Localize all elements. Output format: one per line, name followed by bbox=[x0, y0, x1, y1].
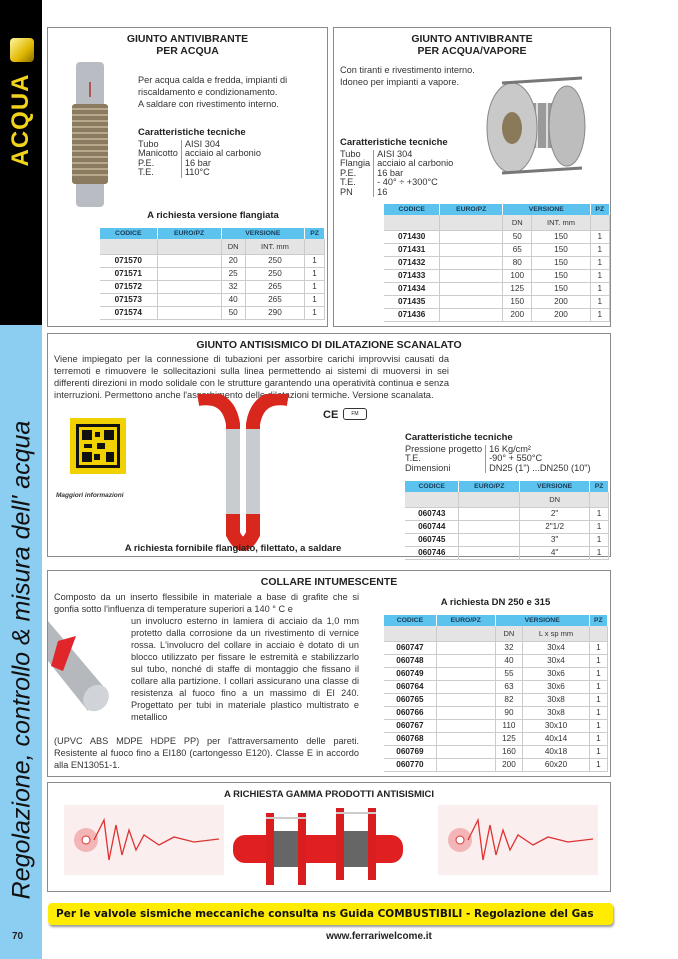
table-row bbox=[100, 254, 325, 267]
table-cell: 1 bbox=[589, 745, 607, 758]
table-cell: 1 bbox=[590, 256, 609, 269]
table-cell: 1 bbox=[305, 254, 325, 267]
table-caption: A richiesta fornibile flangiato, filettato, a saldare bbox=[124, 543, 342, 554]
table-row bbox=[384, 654, 608, 667]
table-caption: A richiesta versione flangiata bbox=[147, 210, 279, 221]
cube-icon bbox=[10, 38, 34, 62]
product-code: 071436 bbox=[384, 308, 440, 321]
product-code: 071435 bbox=[384, 295, 440, 308]
antiseismic-range-box bbox=[47, 782, 611, 892]
product-code: 060744 bbox=[405, 520, 459, 533]
tech-specs: Caratteristiche tecniche Tubo AISI 304 Manicotto acciaio al carbonio P.E. 16 bar T.E. 110°C bbox=[138, 128, 264, 178]
qr-caption: Maggiori informazioni bbox=[56, 492, 124, 499]
product-description: Viene impiegato per la connessione di tubazioni per assorbire carichi improvvisi causati da terremoti e rimuovere le sollecitazioni sulla linea permettendo ai sistemi di muoversi in sei differenti direzioni in modo solidale con le strutture garantendo una operatività continua e senza interruzioni. Permettono anche l'assorbimento delle dilatazioni termiche. Versione scanalata. bbox=[54, 354, 449, 400]
product-box-antivibrante-acqua bbox=[47, 27, 328, 327]
table-cell: 30x8 bbox=[523, 706, 589, 719]
table-row bbox=[100, 267, 325, 280]
table-cell: 55 bbox=[495, 667, 523, 680]
gas-guide-banner: Per le valvole sismiche meccaniche consulta ns Guida COMBUSTIBILI - Regolazione del Gas bbox=[48, 903, 613, 925]
table-cell: 200 bbox=[495, 758, 523, 771]
table-cell: 30x10 bbox=[523, 719, 589, 732]
product-box-collare bbox=[47, 570, 611, 777]
column-header: EURO/PZ bbox=[459, 481, 520, 492]
table-cell: 65 bbox=[503, 243, 532, 256]
table-cell bbox=[440, 308, 503, 321]
table-cell bbox=[436, 758, 495, 771]
table-cell: 60x20 bbox=[523, 758, 589, 771]
table-cell: 1 bbox=[590, 308, 609, 321]
table-cell: 150 bbox=[532, 243, 590, 256]
ce-mark: CE bbox=[323, 409, 339, 421]
product-title: GIUNTO ANTIVIBRANTE PER ACQUA/VAPORE bbox=[411, 33, 533, 57]
table-subheader-row bbox=[405, 492, 609, 507]
table-cell: 1 bbox=[590, 269, 609, 282]
product-table bbox=[384, 615, 608, 772]
table-cell: 1 bbox=[590, 507, 609, 520]
table-cell: 1 bbox=[589, 732, 607, 745]
table-cell bbox=[157, 254, 221, 267]
subheader-cell: DN bbox=[503, 215, 532, 230]
subheader-cell: DN bbox=[520, 492, 590, 507]
table-cell bbox=[436, 693, 495, 706]
table-subheader-row bbox=[384, 215, 610, 230]
product-code: 060745 bbox=[405, 533, 459, 546]
table-cell: 40 bbox=[221, 293, 245, 306]
table-cell bbox=[436, 719, 495, 732]
table-row bbox=[384, 693, 608, 706]
product-code: 060770 bbox=[384, 758, 436, 771]
table-caption: A richiesta DN 250 e 315 bbox=[440, 597, 551, 608]
range-title: A RICHIESTA GAMMA PRODOTTI ANTISISMICI bbox=[223, 789, 435, 800]
product-code: 071573 bbox=[100, 293, 157, 306]
product-code: 060768 bbox=[384, 732, 436, 745]
product-table bbox=[384, 204, 610, 322]
table-row bbox=[100, 280, 325, 293]
footer-url[interactable]: www.ferrariwelcome.it bbox=[326, 931, 432, 942]
column-header: CODICE bbox=[384, 615, 436, 626]
table-cell: 32 bbox=[221, 280, 245, 293]
table-cell: 1 bbox=[590, 520, 609, 533]
table-cell: 160 bbox=[495, 745, 523, 758]
table-row bbox=[405, 507, 609, 520]
tech-specs: Caratteristiche tecniche Tubo AISI 304 Flangia acciaio al carbonio P.E. 16 bar T.E. - 40° ÷ +300°C PN 16 bbox=[340, 138, 456, 197]
column-header: VERSIONE bbox=[495, 615, 589, 626]
column-header: PZ bbox=[305, 228, 325, 239]
product-code: 060766 bbox=[384, 706, 436, 719]
table-cell: 1 bbox=[305, 280, 325, 293]
table-row bbox=[384, 732, 608, 745]
product-description: Per acqua calda e fredda, impianti di riscaldamento e condizionamento. A saldare con rivestimento interno. bbox=[138, 75, 288, 109]
table-cell: 2"1/2 bbox=[520, 520, 590, 533]
table-cell: 30x6 bbox=[523, 667, 589, 680]
table-cell: 1 bbox=[589, 758, 607, 771]
table-cell: 1 bbox=[589, 667, 607, 680]
category-label: Regolazione, controllo & misura dell' acqua bbox=[7, 420, 36, 900]
table-cell: 3" bbox=[520, 533, 590, 546]
table-subheader-row bbox=[384, 626, 608, 641]
table-cell: 1 bbox=[590, 243, 609, 256]
table-cell: 150 bbox=[503, 295, 532, 308]
bellows-pipe-image bbox=[70, 62, 110, 207]
table-cell: 30x4 bbox=[523, 654, 589, 667]
table-header-row bbox=[405, 481, 609, 492]
table-row bbox=[384, 706, 608, 719]
table-cell: 2" bbox=[520, 507, 590, 520]
table-cell bbox=[157, 267, 221, 280]
table-cell: 50 bbox=[221, 306, 245, 319]
table-cell: 1 bbox=[305, 306, 325, 319]
table-header-row bbox=[100, 228, 325, 239]
product-code: 060764 bbox=[384, 680, 436, 693]
table-header-row bbox=[384, 204, 610, 215]
section-label: ACQUA bbox=[7, 73, 34, 167]
table-header-row bbox=[384, 615, 608, 626]
product-table bbox=[405, 481, 609, 560]
product-code: 071432 bbox=[384, 256, 440, 269]
product-code: 060748 bbox=[384, 654, 436, 667]
table-cell: 30x4 bbox=[523, 641, 589, 654]
subheader-cell: L x sp mm bbox=[523, 626, 589, 641]
table-cell: 150 bbox=[532, 230, 590, 243]
product-box-antivibrante-vapore bbox=[333, 27, 611, 327]
table-cell bbox=[440, 295, 503, 308]
table-cell: 200 bbox=[503, 308, 532, 321]
table-row bbox=[100, 306, 325, 319]
product-code: 060765 bbox=[384, 693, 436, 706]
table-cell bbox=[440, 282, 503, 295]
product-description-mid: un involucro esterno in lamiera di acciaio da 1,0 mm protetto dalla corrosione da un rivestimento di vernice rossa. L'involucro del collare in acciaio è dotato di un blocco utilizzato per fissare le estremità e stabilizzarlo sul tubo, nonché di staffe di montaggio che fissano il collare alla partizione. I collari assicurano una classe di resistenza al fuoco fino a un massimo di EI 240. Progettato per tubi in materiale plastico multistrato e metallico bbox=[131, 616, 359, 722]
table-cell: 110 bbox=[495, 719, 523, 732]
column-header: EURO/PZ bbox=[157, 228, 221, 239]
table-cell: 125 bbox=[495, 732, 523, 745]
table-row bbox=[384, 758, 608, 771]
table-cell: 265 bbox=[245, 280, 304, 293]
product-code: 060743 bbox=[405, 507, 459, 520]
table-cell: 40x14 bbox=[523, 732, 589, 745]
column-header: EURO/PZ bbox=[436, 615, 495, 626]
table-cell: 1 bbox=[305, 293, 325, 306]
column-header: PZ bbox=[589, 615, 607, 626]
table-cell bbox=[436, 745, 495, 758]
table-cell bbox=[436, 667, 495, 680]
product-title: GIUNTO ANTISISMICO DI DILATAZIONE SCANALATO bbox=[196, 339, 462, 351]
grooved-joint-image bbox=[188, 394, 298, 554]
table-cell: 150 bbox=[532, 282, 590, 295]
table-row bbox=[384, 745, 608, 758]
table-cell: 50 bbox=[503, 230, 532, 243]
subheader-cell: DN bbox=[221, 239, 245, 254]
table-row bbox=[384, 295, 610, 308]
table-row bbox=[405, 546, 609, 559]
table-cell bbox=[157, 280, 221, 293]
product-code: 071430 bbox=[384, 230, 440, 243]
product-box-antisismico bbox=[47, 333, 611, 557]
table-row bbox=[384, 282, 610, 295]
table-cell: 82 bbox=[495, 693, 523, 706]
column-header: VERSIONE bbox=[503, 204, 591, 215]
table-cell: 40 bbox=[495, 654, 523, 667]
table-cell: 4" bbox=[520, 546, 590, 559]
table-cell: 1 bbox=[589, 719, 607, 732]
product-code: 060769 bbox=[384, 745, 436, 758]
table-cell: 1 bbox=[589, 654, 607, 667]
column-header: PZ bbox=[590, 481, 609, 492]
product-description-bottom: (UPVC ABS MDPE HDPE PP) per l'attraversamento delle pareti. Resistente al fuoco fino a EI180 (cartongesso E120). Classe E in accordo alla EN13051-1. bbox=[54, 736, 359, 770]
table-cell bbox=[440, 256, 503, 269]
product-code: 071574 bbox=[100, 306, 157, 319]
column-header: CODICE bbox=[100, 228, 157, 239]
table-cell: 1 bbox=[590, 533, 609, 546]
column-header: CODICE bbox=[384, 204, 440, 215]
product-code: 071572 bbox=[100, 280, 157, 293]
table-row bbox=[384, 641, 608, 654]
product-description: Con tiranti e rivestimento interno. Idoneo per impianti a vapore. bbox=[340, 65, 475, 87]
table-cell: 1 bbox=[590, 546, 609, 559]
table-cell: 100 bbox=[503, 269, 532, 282]
table-cell bbox=[436, 732, 495, 745]
table-cell bbox=[157, 306, 221, 319]
product-code: 071433 bbox=[384, 269, 440, 282]
table-cell: 30x8 bbox=[523, 693, 589, 706]
table-cell: 63 bbox=[495, 680, 523, 693]
table-cell: 250 bbox=[245, 254, 304, 267]
product-title: GIUNTO ANTIVIBRANTE PER ACQUA bbox=[126, 33, 249, 57]
table-cell: 1 bbox=[589, 693, 607, 706]
table-cell: 90 bbox=[495, 706, 523, 719]
table-row bbox=[405, 520, 609, 533]
subheader-cell: DN bbox=[495, 626, 523, 641]
table-cell bbox=[436, 680, 495, 693]
table-cell: 150 bbox=[532, 269, 590, 282]
tech-specs: Caratteristiche tecniche Pressione progetto 16 Kg/cm² T.E. -90° + 550°C Dimensioni DN25 (1") ...DN250 (10") bbox=[405, 433, 594, 473]
product-description-top: Composto da un inserto flessibile in materiale a base di grafite che si gonfia sotto l'influenza di temperature superiori a 140 ° C e bbox=[54, 592, 359, 614]
table-row bbox=[384, 680, 608, 693]
table-cell: 1 bbox=[590, 230, 609, 243]
column-header: VERSIONE bbox=[520, 481, 590, 492]
intumescent-collar-image bbox=[48, 616, 130, 716]
table-cell bbox=[459, 533, 520, 546]
product-code: 060747 bbox=[384, 641, 436, 654]
table-cell: 150 bbox=[532, 256, 590, 269]
table-row bbox=[384, 667, 608, 680]
table-cell: 1 bbox=[589, 706, 607, 719]
table-cell: 125 bbox=[503, 282, 532, 295]
table-row bbox=[384, 256, 610, 269]
product-table bbox=[100, 228, 325, 320]
product-code: 071431 bbox=[384, 243, 440, 256]
table-cell: 1 bbox=[589, 641, 607, 654]
table-cell bbox=[436, 706, 495, 719]
subheader-cell: INT. mm bbox=[532, 215, 590, 230]
table-row bbox=[384, 719, 608, 732]
table-cell: 40x18 bbox=[523, 745, 589, 758]
table-row bbox=[384, 230, 610, 243]
fm-approved-mark: FM bbox=[343, 408, 367, 420]
table-row bbox=[100, 293, 325, 306]
product-code: 071434 bbox=[384, 282, 440, 295]
table-cell: 1 bbox=[305, 267, 325, 280]
table-cell: 32 bbox=[495, 641, 523, 654]
table-cell bbox=[459, 520, 520, 533]
table-cell bbox=[440, 269, 503, 282]
table-cell bbox=[436, 641, 495, 654]
product-code: 060746 bbox=[405, 546, 459, 559]
seismic-wave-image bbox=[64, 805, 224, 875]
product-title: COLLARE INTUMESCENTE bbox=[260, 576, 398, 588]
table-cell: 290 bbox=[245, 306, 304, 319]
table-cell bbox=[459, 546, 520, 559]
table-cell: 265 bbox=[245, 293, 304, 306]
table-cell: 200 bbox=[532, 295, 590, 308]
table-cell: 1 bbox=[590, 282, 609, 295]
table-cell bbox=[440, 243, 503, 256]
product-code: 071571 bbox=[100, 267, 157, 280]
table-cell: 250 bbox=[245, 267, 304, 280]
column-header: EURO/PZ bbox=[440, 204, 503, 215]
table-cell: 30x6 bbox=[523, 680, 589, 693]
seismic-wave-image bbox=[438, 805, 598, 875]
table-cell bbox=[459, 507, 520, 520]
table-row bbox=[405, 533, 609, 546]
table-row bbox=[384, 243, 610, 256]
table-row bbox=[384, 308, 610, 321]
column-header: VERSIONE bbox=[221, 228, 305, 239]
table-cell bbox=[436, 654, 495, 667]
table-cell: 200 bbox=[532, 308, 590, 321]
table-cell: 25 bbox=[221, 267, 245, 280]
antiseismic-joint-image bbox=[228, 803, 408, 888]
table-cell: 80 bbox=[503, 256, 532, 269]
product-code: 060767 bbox=[384, 719, 436, 732]
flanged-joint-image bbox=[472, 68, 607, 188]
column-header: CODICE bbox=[405, 481, 459, 492]
table-cell: 1 bbox=[590, 295, 609, 308]
table-subheader-row bbox=[100, 239, 325, 254]
table-cell bbox=[157, 293, 221, 306]
table-cell: 1 bbox=[589, 680, 607, 693]
column-header: PZ bbox=[590, 204, 609, 215]
table-cell bbox=[440, 230, 503, 243]
table-cell: 20 bbox=[221, 254, 245, 267]
qr-code[interactable] bbox=[70, 418, 126, 474]
product-code: 060749 bbox=[384, 667, 436, 680]
page-number: 70 bbox=[12, 931, 24, 942]
table-row bbox=[384, 269, 610, 282]
subheader-cell: INT. mm bbox=[245, 239, 304, 254]
product-code: 071570 bbox=[100, 254, 157, 267]
